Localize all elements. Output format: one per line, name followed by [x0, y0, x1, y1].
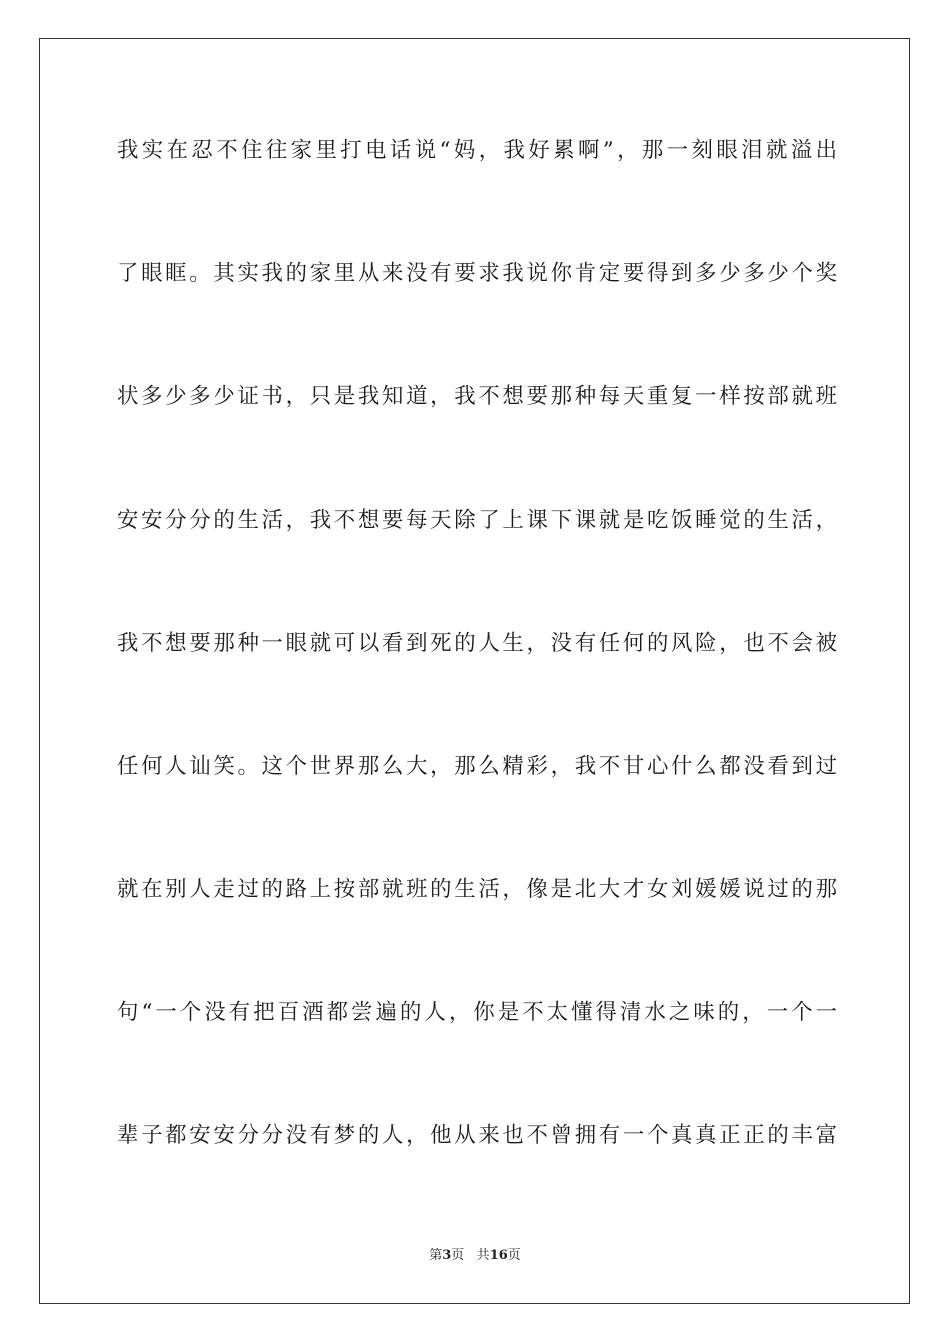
- page-prefix: 第: [429, 1248, 443, 1263]
- page-footer: [0, 1248, 950, 1264]
- total-prefix: 共: [476, 1248, 490, 1263]
- text-line-7: 就在别人走过的路上按部就班的生活，像是北大才女刘媛媛说过的那: [117, 877, 837, 902]
- text-line-8: 句“一个没有把百酒都尝遍的人，你是不太懂得清水之味的，一个一: [117, 1000, 837, 1025]
- text-line-3: 状多少多少证书，只是我知道，我不想要那种每天重复一样按部就班: [117, 384, 837, 409]
- page-total: 16: [489, 1248, 508, 1263]
- text-line-6: 任何人讪笑。这个世界那么大，那么精彩，我不甘心什么都没看到过: [117, 754, 837, 779]
- text-line-5: 我不想要那种一眼就可以看到死的人生，没有任何的风险，也不会被: [117, 631, 837, 656]
- page-current: 3: [442, 1248, 452, 1263]
- text-line-2: 了眼眶。其实我的家里从来没有要求我说你肯定要得到多少多少个奖: [117, 261, 837, 286]
- text-line-1: 我实在忍不住往家里打电话说“妈，我好累啊”，那一刻眼泪就溢出: [117, 138, 837, 163]
- page-border: [39, 38, 910, 1304]
- text-line-4: 安安分分的生活，我不想要每天除了上课下课就是吃饭睡觉的生活，: [117, 508, 837, 533]
- page-suffix: 页: [451, 1248, 465, 1263]
- total-suffix: 页: [507, 1248, 521, 1263]
- text-line-9: 辈子都安安分分没有梦的人，他从来也不曾拥有一个真真正正的丰富: [117, 1123, 837, 1148]
